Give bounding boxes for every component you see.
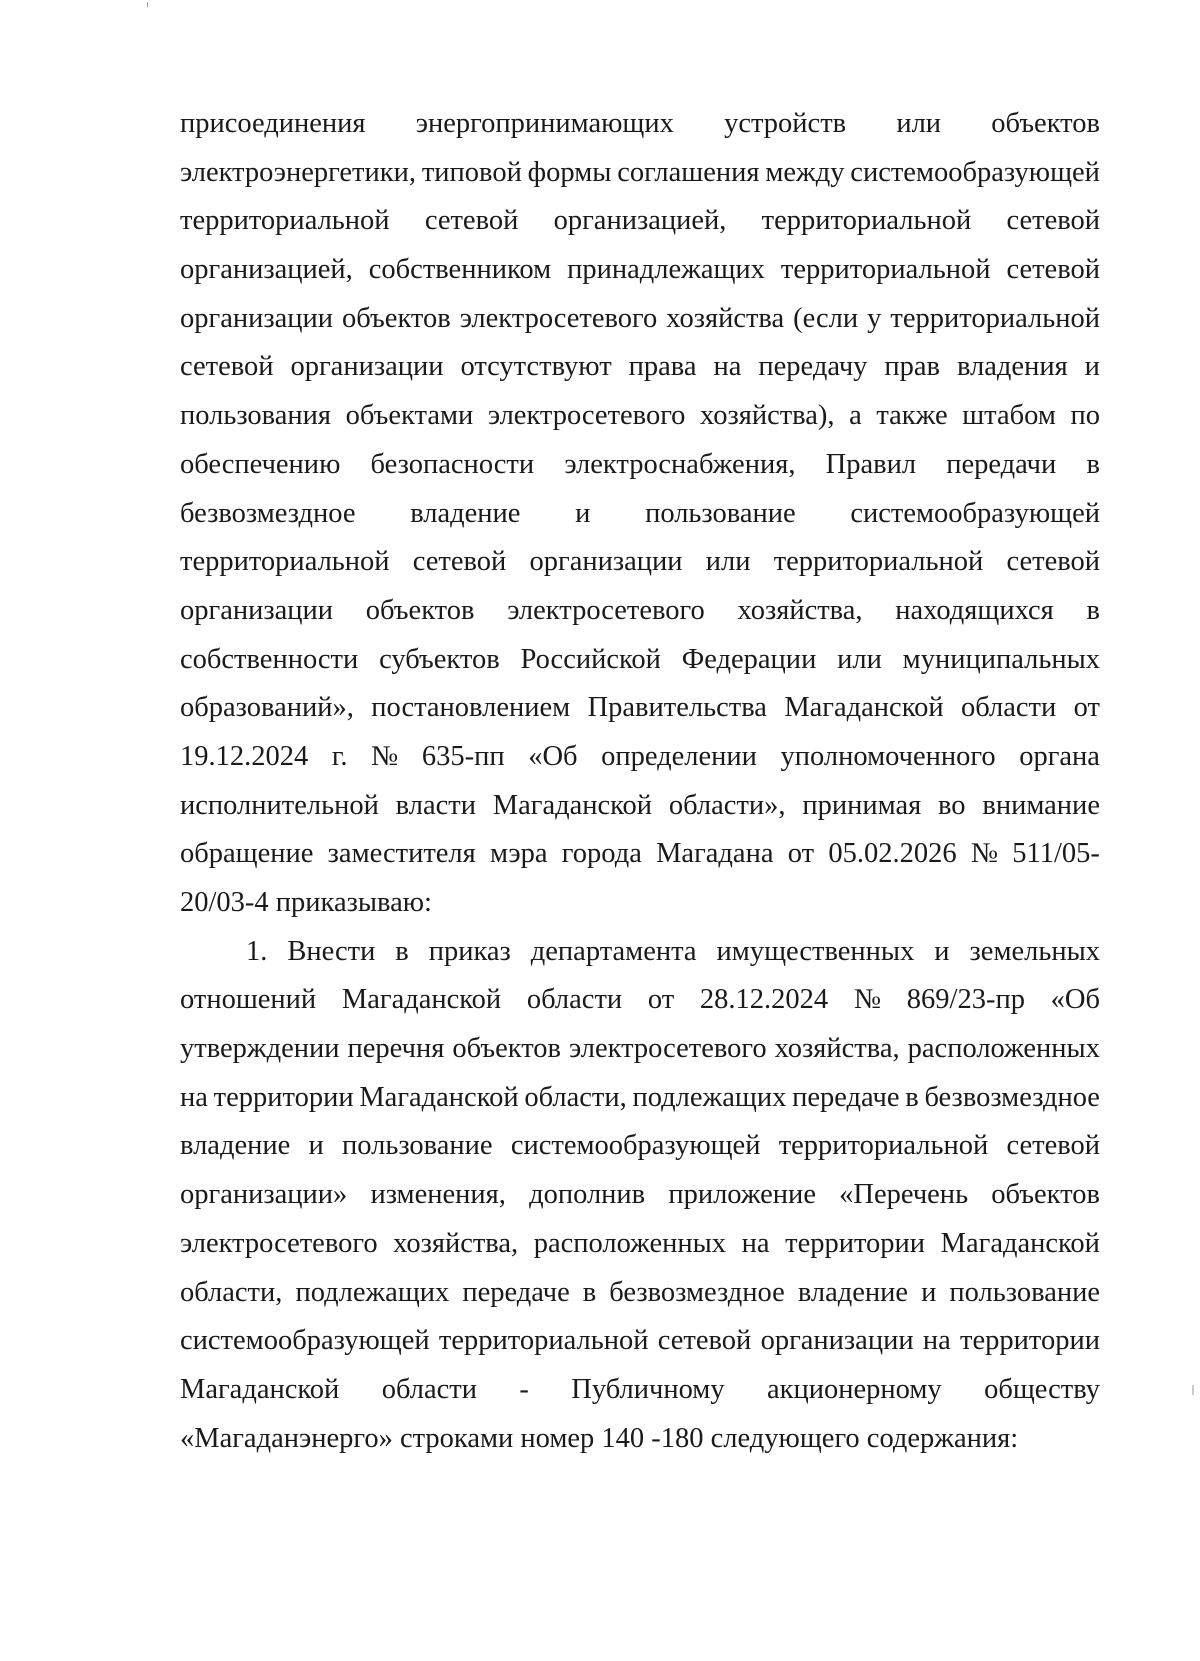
word: организацией, xyxy=(553,205,727,237)
word: территориальной xyxy=(780,254,991,286)
text-line xyxy=(180,1366,1100,1415)
word: 511/05- xyxy=(1012,838,1100,870)
word: приложение xyxy=(668,1179,816,1211)
scan-artifact xyxy=(147,2,148,7)
word: расположенных xyxy=(533,1227,727,1259)
word: по xyxy=(1070,400,1100,432)
text-line xyxy=(180,343,1100,392)
word: владение xyxy=(797,1276,909,1308)
word: расположенных xyxy=(907,1033,1100,1065)
word: сетевой xyxy=(1006,1130,1100,1162)
word: владение xyxy=(410,497,521,529)
word: Магаданской xyxy=(359,1081,519,1113)
text-line xyxy=(180,441,1100,490)
word: и xyxy=(1084,351,1100,383)
word: хозяйства, xyxy=(737,594,863,626)
word: подлежащих xyxy=(632,1081,787,1113)
word: Российской xyxy=(520,643,661,675)
word: «Об xyxy=(1050,984,1100,1016)
word: или xyxy=(896,108,942,139)
word: электросетевого xyxy=(569,1033,767,1065)
word: территориальной xyxy=(773,546,984,578)
word: от xyxy=(787,838,815,870)
word: г. xyxy=(331,740,348,772)
word: или xyxy=(705,546,751,578)
word: Правительства xyxy=(587,692,767,724)
text-line xyxy=(180,197,1100,246)
word: (если xyxy=(793,302,859,334)
word: владения xyxy=(956,351,1068,383)
word: области, xyxy=(524,1081,627,1113)
word: безвозмездное xyxy=(180,497,356,529)
word: хозяйства xyxy=(666,302,785,334)
word: области xyxy=(960,692,1057,724)
word: Магаданской xyxy=(180,1373,340,1405)
text-line xyxy=(180,1220,1100,1269)
word: сетевой xyxy=(424,205,519,237)
word: на xyxy=(713,351,742,383)
word: электроснабжения, xyxy=(564,448,796,480)
document-body xyxy=(180,100,1100,1463)
word: муниципальных xyxy=(902,643,1100,675)
word: 1. xyxy=(246,935,268,967)
word: собственности xyxy=(180,643,359,675)
word: и xyxy=(575,497,591,529)
word: между xyxy=(765,156,845,188)
word: 19.12.2024 xyxy=(180,740,309,772)
text-line xyxy=(180,1171,1100,1220)
word: 05.02.2026 xyxy=(828,838,957,870)
word: принадлежащих xyxy=(567,254,765,286)
word: собственником xyxy=(368,254,552,286)
word: образований», xyxy=(180,692,354,724)
word: принимая xyxy=(802,789,922,821)
word: власти xyxy=(395,789,476,821)
word: территориальной xyxy=(890,302,1100,334)
word: организации xyxy=(760,1325,914,1357)
word: акционерному xyxy=(767,1373,942,1405)
word: объектов xyxy=(452,1033,562,1065)
text-line xyxy=(180,782,1100,831)
word: Магаданской xyxy=(341,984,502,1016)
word: в xyxy=(395,935,409,967)
word: территориальной xyxy=(438,1325,649,1357)
word: в xyxy=(1086,448,1100,480)
word: формы xyxy=(527,156,612,188)
word: на xyxy=(741,1227,770,1259)
text-line xyxy=(180,100,1100,149)
word: объектов xyxy=(991,108,1100,139)
word: Публичному xyxy=(571,1373,725,1405)
word: пользование xyxy=(949,1276,1100,1308)
word: департамента xyxy=(530,935,697,967)
word: владение xyxy=(180,1130,291,1162)
word: а xyxy=(849,400,862,432)
word: области xyxy=(526,984,623,1016)
word: «Об xyxy=(528,740,578,772)
word: сетевой xyxy=(1006,254,1100,286)
word: электросетевого xyxy=(487,400,686,432)
word: системообразующей xyxy=(180,1325,430,1357)
word: заместителя xyxy=(327,838,476,870)
text-line xyxy=(180,733,1100,782)
word: энергопринимающих xyxy=(415,108,674,139)
word: Магаданской xyxy=(784,692,944,724)
text-line xyxy=(180,392,1100,441)
text-line xyxy=(180,295,1100,344)
word: имущественных xyxy=(716,935,915,967)
word: соглашения xyxy=(617,156,760,188)
word: № xyxy=(371,740,399,772)
word: организацией, xyxy=(180,254,353,286)
word: Магаданской xyxy=(940,1227,1100,1259)
word: территории xyxy=(960,1325,1100,1357)
word: мэра xyxy=(490,838,548,870)
word: постановлением xyxy=(371,692,571,724)
word: территории xyxy=(785,1227,926,1259)
word: объектов xyxy=(342,302,451,334)
word: организации» xyxy=(180,1179,348,1211)
word: сетевой xyxy=(180,351,274,383)
word: утверждении xyxy=(180,1033,340,1065)
word: пользование xyxy=(342,1130,493,1162)
word: отношений xyxy=(180,984,317,1016)
word: во xyxy=(938,789,966,821)
word: находящихся xyxy=(895,594,1054,626)
word: области, xyxy=(180,1276,283,1308)
word: 869/23-пр xyxy=(906,984,1025,1016)
word: или xyxy=(837,643,882,675)
word: организации xyxy=(180,302,334,334)
word: области», xyxy=(668,789,786,821)
text-line xyxy=(180,684,1100,733)
word: «Магаданэнерго» строками номер 140 -180 следующего содержания: xyxy=(180,1422,1019,1454)
word: 635-пп xyxy=(421,740,505,772)
word: уполномоченного xyxy=(780,740,996,772)
word: в xyxy=(582,1276,597,1308)
word: хозяйства, xyxy=(393,1227,519,1259)
word: Внести xyxy=(287,935,376,967)
word: сетевой xyxy=(657,1325,752,1357)
word: № xyxy=(970,838,999,870)
word: системообразующей xyxy=(510,1130,761,1162)
word: внимание xyxy=(982,789,1100,821)
word: субъектов xyxy=(379,643,500,675)
word: территориальной xyxy=(180,546,390,578)
word: организации xyxy=(529,546,683,578)
word: электросетевого xyxy=(459,302,658,334)
word: 20/03-4 приказываю: xyxy=(180,887,432,918)
word: передаче xyxy=(792,1081,900,1113)
word: исполнительной xyxy=(180,789,379,821)
text-line xyxy=(180,246,1100,295)
word: безопасности xyxy=(370,448,535,480)
word: от xyxy=(647,984,675,1016)
word: перечня xyxy=(347,1033,445,1065)
word: передачу xyxy=(758,351,868,383)
word: Магаданской xyxy=(492,789,653,821)
text-line xyxy=(180,928,1100,977)
word: и xyxy=(934,935,950,967)
word: Федерации xyxy=(681,643,817,675)
word: 28.12.2024 xyxy=(699,984,829,1016)
word: объектами xyxy=(345,400,474,432)
word: электросетевого xyxy=(180,1227,378,1259)
word: организации xyxy=(180,594,334,626)
word: объектов xyxy=(991,1179,1100,1211)
word: территориальной xyxy=(761,205,972,237)
word: электроэнергетики, xyxy=(180,156,416,188)
word: и xyxy=(921,1276,937,1308)
scan-artifact xyxy=(1192,1385,1194,1395)
text-line xyxy=(180,1415,1100,1464)
word: и xyxy=(308,1130,324,1162)
word: устройств xyxy=(724,108,847,139)
word: на xyxy=(180,1081,208,1113)
word: на xyxy=(922,1325,951,1357)
text-line xyxy=(180,587,1100,636)
word: территориальной xyxy=(778,1130,989,1162)
word: типовой xyxy=(421,156,522,188)
word: изменения, xyxy=(370,1179,506,1211)
word: обеспечению xyxy=(180,448,341,480)
word: системообразующей xyxy=(850,497,1100,529)
word: сетевой xyxy=(412,546,507,578)
word: хозяйства), xyxy=(700,400,835,432)
word: сетевой xyxy=(1006,205,1100,237)
text-line xyxy=(180,1122,1100,1171)
text-line xyxy=(180,879,1100,928)
word: пользование xyxy=(645,497,796,529)
text-line xyxy=(180,1317,1100,1366)
word: штабом xyxy=(962,400,1056,432)
word: электросетевого xyxy=(507,594,705,626)
word: дополнив xyxy=(529,1179,646,1211)
word: от xyxy=(1073,692,1100,724)
text-line xyxy=(180,1269,1100,1318)
word: сетевой xyxy=(1006,546,1100,578)
word: системообразующей xyxy=(850,156,1100,188)
text-line xyxy=(180,149,1100,198)
word: приказ xyxy=(428,935,511,967)
text-line xyxy=(180,636,1100,685)
word: в xyxy=(905,1081,919,1113)
word: хозяйства, xyxy=(774,1033,900,1065)
word: отсутствуют xyxy=(460,351,612,383)
word: Правил xyxy=(825,448,917,480)
word: в xyxy=(1086,594,1100,626)
word: города xyxy=(561,838,642,870)
word: Магадана xyxy=(656,838,774,870)
word: № xyxy=(853,984,882,1016)
word: права xyxy=(628,351,697,383)
word: присоединения xyxy=(180,108,366,139)
word: организации xyxy=(290,351,444,383)
word: подлежащих xyxy=(295,1276,450,1308)
word: безвозмездное xyxy=(609,1276,785,1308)
word: пользования xyxy=(180,400,332,432)
word: обращение xyxy=(180,838,314,870)
word: территориальной xyxy=(180,205,390,237)
text-line xyxy=(180,1025,1100,1074)
word: обществу xyxy=(984,1373,1100,1405)
text-line xyxy=(180,976,1100,1025)
word: передачи xyxy=(946,448,1057,480)
word: - xyxy=(519,1373,529,1405)
word: определении xyxy=(601,740,757,772)
word: области xyxy=(381,1373,477,1405)
word: безвозмездное xyxy=(924,1081,1100,1113)
word: прав xyxy=(884,351,940,383)
text-line xyxy=(180,830,1100,879)
word: передаче xyxy=(462,1276,570,1308)
word: также xyxy=(876,400,948,432)
word: органа xyxy=(1019,740,1100,772)
text-line xyxy=(180,1074,1100,1123)
word: у xyxy=(867,302,882,334)
word: земельных xyxy=(969,935,1100,967)
word: территории xyxy=(213,1081,354,1113)
text-line xyxy=(180,490,1100,539)
word: объектов xyxy=(365,594,475,626)
word: «Перечень xyxy=(839,1179,969,1211)
text-line xyxy=(180,538,1100,587)
